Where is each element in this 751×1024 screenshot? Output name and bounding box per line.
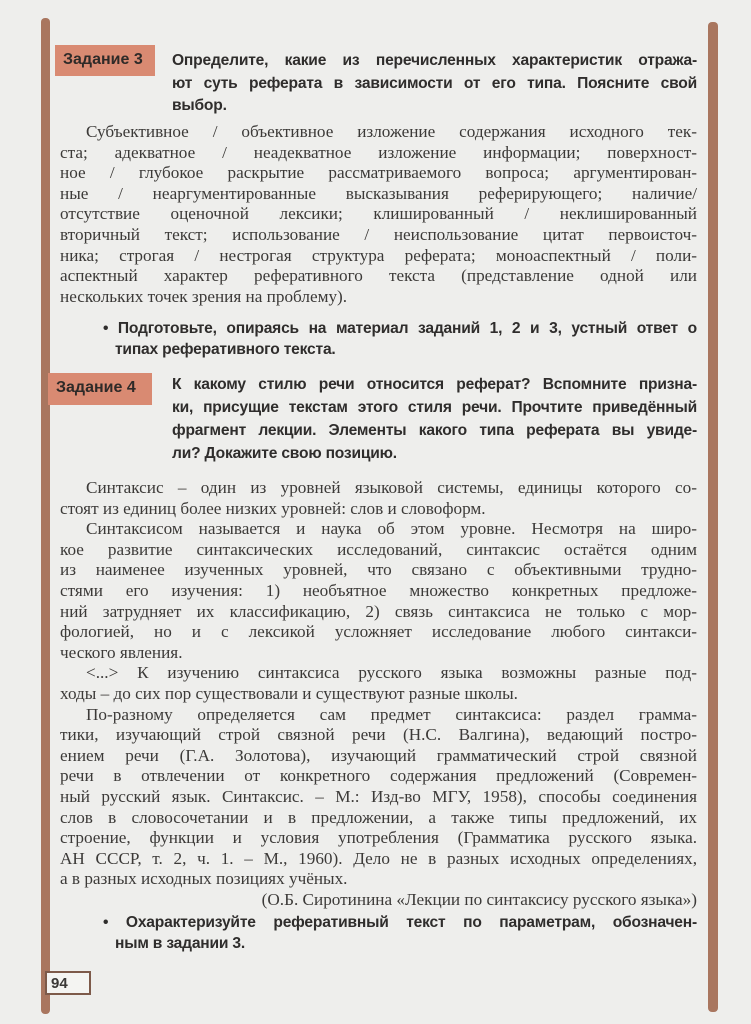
text-line: • Охарактеризуйте реферативный текст по параметрам, обозначен- [103,914,697,931]
text-line: К какому стилю речи относится реферат? Вспомните призна- [172,376,697,393]
text-line: • Подготовьте, опираясь на материал заданий 1, 2 и 3, устный ответ о [103,320,697,337]
text-line: слов в словосочетании и в предложении, а также типы предложений, их [60,807,697,827]
text-line: ют суть реферата в зависимости от его типа. Поясните свой [172,74,697,92]
task4-text [172,373,697,465]
page-number: 94 [45,971,91,995]
text-line: речи в отвлечении от конкретного содержания предложений (Современ- [60,766,697,786]
text-line: фологией, но и с лексикой усложняет исследование любого синтакси- [60,622,697,642]
text-line: ное / глубокое раскрытие рассматриваемого вопроса; аргументирован- [60,163,697,183]
text-line: Субъективное / объективное изложение содержания исходного тек- [86,122,697,141]
text-line: Синтаксисом называется и наука об этом уровне. Несмотря на широ- [86,519,697,539]
text-line: Определите, какие из перечисленных характеристик отража- [172,52,697,69]
bullet-instruction-1 [103,318,697,360]
text-line: кое развитие синтаксических исследований, синтаксис остаётся одним [60,539,697,559]
text-line: ный русский язык. Синтаксис. – М.: Изд-во МГУ, 1958), способы соединения [60,786,697,806]
right-border-bar [708,22,718,1012]
text-line: тики, изучающий строй связной речи (Н.С. Валгина), ведающий постро- [60,725,697,745]
text-line: из наименее изученных уровней, что связано с объективными трудно- [60,560,697,580]
text-line: стоят из единиц более низких уровней: слов и словоформ. [60,498,486,518]
task3-text [172,50,697,118]
text-line: стями его изучения: 1) необъятное множество конкретных предложе- [60,580,697,600]
characteristics-paragraph [60,122,697,307]
text-line: фрагмент лекции. Элементы какого типа реферата вы увиде- [172,422,697,439]
text-line: ника; строгая / нестрогая структура реферата; моноаспектный / поли- [60,245,697,265]
text-line: строение, функции и условия употребления (Грамматика русского языка. [60,828,697,848]
citation: (О.Б. Сиротинина «Лекции по синтаксису русского языка») [261,889,697,909]
text-line: ли? Докажите свою позицию. [172,445,397,462]
task3-label: Задание 3 [55,45,155,76]
left-border-bar [41,18,50,1014]
text-line: Синтаксис – один из уровней языковой системы, единицы которого со- [86,478,697,497]
text-line: а в разных исходных позициях учёных. [60,869,348,889]
text-line: ением речи (Г.А. Золотова), изучающий грамматический строй связной [60,745,697,765]
lecture-fragment [60,478,697,910]
text-line: По-разному определяется сам предмет синтаксиса: раздел грамма- [86,704,697,724]
text-line: ста; адекватное / неадекватное изложение информации; поверхност- [60,142,697,162]
text-line: ний затрудняет их классификацию, 2) связь синтаксиса не только с мор- [60,601,697,621]
text-line: ки, присущие текстам этого стиля речи. Прочтите приведённый [172,399,697,416]
text-line: отсутствие оценочной лексики; клишированный / неклишированный [60,204,697,224]
text-line: ным в задании 3. [115,935,246,952]
text-line: ческого явления. [60,642,183,662]
text-line: ходы – до сих пор существовали и существуют разные школы. [60,683,518,703]
text-line: <...> К изучению синтаксиса русского языка возможны разные под- [86,663,697,683]
bullet-instruction-2 [103,912,697,954]
text-line: АН СССР, т. 2, ч. 1. – М., 1960). Дело не в разных исходных определениях, [60,848,697,868]
text-line: аспектный характер реферативного текста (представление одной или [60,266,697,286]
text-line: типах реферативного текста. [115,341,336,358]
text-line: выбор. [172,97,227,114]
text-line: ные / неаргументированные высказывания реферирующего; наличие/ [60,183,697,203]
text-line: вторичный текст; использование / неиспользование цитат первоисточ- [60,224,697,244]
text-line: нескольких точек зрения на проблему). [60,286,348,306]
task4-label: Задание 4 [48,373,152,405]
